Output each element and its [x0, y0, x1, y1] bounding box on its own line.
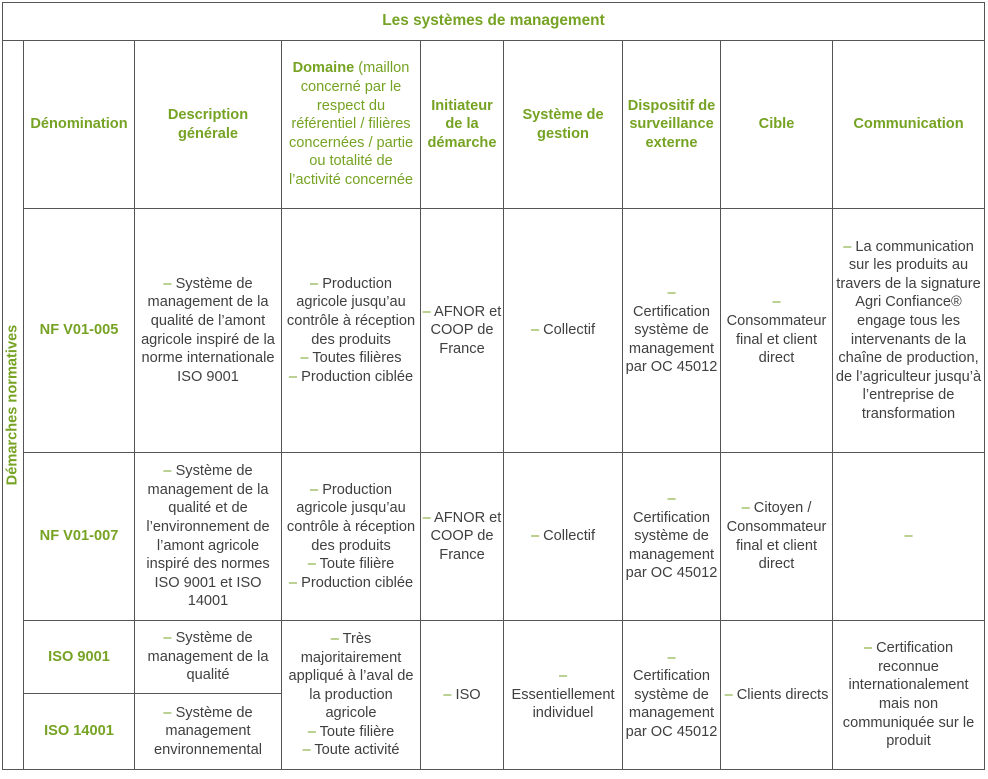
- header-initiator: Initiateur de la démarche: [421, 41, 504, 209]
- header-domain-rest: (maillon concerné par le respect du référentiel / filières concernées / partie ou totalité de l’activité concernée: [288, 60, 414, 188]
- row-domain: – Production agricole jusqu’au contrôle à réception des produits – Toutes filières – Production ciblée: [282, 209, 421, 453]
- header-surveillance: Dispositif de surveillance externe: [623, 41, 721, 209]
- header-row: [3, 41, 985, 209]
- row-target: – Consommateur final et client direct: [721, 209, 833, 453]
- row-surveillance: – Certification système de management par OC 45012: [623, 453, 721, 621]
- row-description: – Système de management de la qualité de l’amont agricole inspiré de la norme internationale ISO 9001: [135, 209, 282, 453]
- row-communication-iso: – Certification reconnue internationalement mais non communiquée sur le produit: [833, 621, 985, 770]
- row-surveillance: – Certification système de management par OC 45012: [623, 209, 721, 453]
- side-label-cell: [3, 41, 24, 770]
- row-communication: –: [833, 453, 985, 621]
- row-initiator: – AFNOR et COOP de France: [421, 453, 504, 621]
- management-systems-table: [2, 2, 985, 770]
- row-initiator: – AFNOR et COOP de France: [421, 209, 504, 453]
- header-communication: Communication: [833, 41, 985, 209]
- row-surveillance-iso: – Certification système de management par OC 45012: [623, 621, 721, 770]
- row-communication: – La communication sur les produits au travers de la signature Agri Confiance® engage tous les intervenants de la chaîne de production, de l’agriculteur jusqu’à l’entreprise de transformation: [833, 209, 985, 453]
- row-name: NF V01-005: [24, 209, 135, 453]
- row-description: – Système de management de la qualité et de l’environnement de l’amont agricole inspiré des normes ISO 9001 et ISO 14001: [135, 453, 282, 621]
- row-initiator-iso: – ISO: [421, 621, 504, 770]
- row-domain-iso: – Très majoritairement appliqué à l’aval de la production agricole – Toute filière – Toute activité: [282, 621, 421, 770]
- header-denomination: Dénomination: [24, 41, 135, 209]
- table-title: Les systèmes de management: [3, 3, 985, 41]
- row-system: – Collectif: [504, 453, 623, 621]
- row-name-iso-9001: ISO 9001: [24, 621, 135, 694]
- row-name-iso-14001: ISO 14001: [24, 694, 135, 770]
- table-row: [3, 209, 985, 453]
- header-domain: [282, 41, 421, 209]
- side-label: Démarches normatives: [4, 324, 21, 486]
- table-row: [3, 621, 985, 694]
- row-target-iso: – Clients directs: [721, 621, 833, 770]
- row-system-iso: – Essentiellement individuel: [504, 621, 623, 770]
- row-name: NF V01-007: [24, 453, 135, 621]
- row-description-iso-9001: – Système de management de la qualité: [135, 621, 282, 694]
- row-target: – Citoyen / Consommateur final et client direct: [721, 453, 833, 621]
- row-description-iso-14001: – Système de management environnemental: [135, 694, 282, 770]
- header-system: Système de gestion: [504, 41, 623, 209]
- header-description: Description générale: [135, 41, 282, 209]
- header-target: Cible: [721, 41, 833, 209]
- header-domain-bold: Domaine: [292, 60, 355, 77]
- row-domain: – Production agricole jusqu’au contrôle à réception des produits – Toute filière – Production ciblée: [282, 453, 421, 621]
- table-row: [3, 453, 985, 621]
- row-system: – Collectif: [504, 209, 623, 453]
